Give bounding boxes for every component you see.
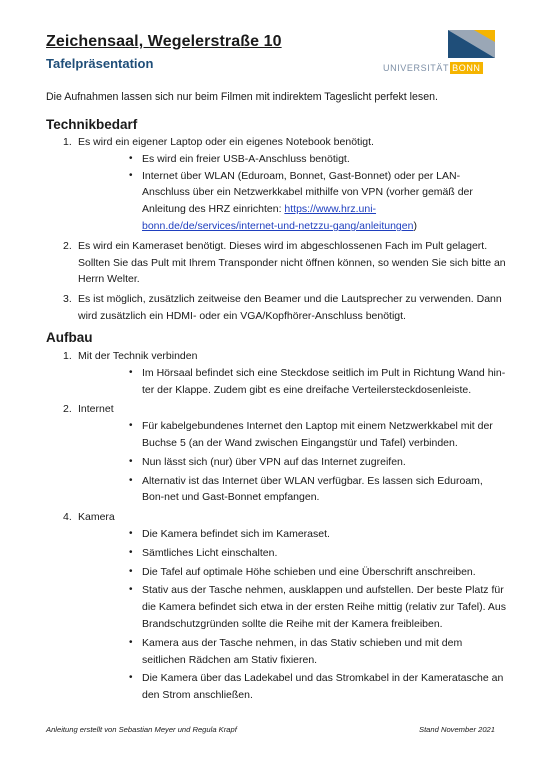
intro-text: Die Aufnahmen lassen sich nur beim Filmen mit indirektem Tageslicht perfekt lesen.: [46, 91, 438, 103]
bullet-icon: •: [129, 152, 133, 164]
sub-list-item: • Nun lässt sich (nur) über VPN auf das Internet zugreifen.: [78, 454, 506, 471]
footer-date: Stand November 2021: [419, 725, 495, 734]
sub-list-item: • Die Kamera befindet sich im Kameraset.: [78, 526, 506, 543]
item-number: 1.: [63, 136, 72, 148]
logo-text-bonn: BONN: [452, 63, 481, 73]
heading-aufbau: Aufbau: [46, 330, 93, 345]
page-subtitle: Tafelpräsentation: [46, 56, 154, 71]
list-item: [46, 401, 506, 506]
sub-list-item: • Die Tafel auf optimale Höhe schieben und eine Überschrift anschreiben.: [78, 564, 506, 581]
item-text: Internet: [78, 403, 114, 416]
bullet-icon: •: [129, 636, 133, 648]
logo-text-main: UNIVERSITÄT: [383, 63, 450, 73]
list-item: [46, 238, 506, 288]
sub-list-item: • Die Kamera über das Ladekabel und das Stromkabel in der Kameratasche an den Strom anschließen.: [129, 672, 504, 702]
list-item: [46, 134, 506, 235]
heading-technikbedarf: Technikbedarf: [46, 117, 138, 132]
bullet-icon: •: [129, 420, 133, 432]
sub-list-item: • Es wird ein freier USB-A-Anschluss benötigt.: [78, 151, 506, 168]
bullet-icon: •: [129, 672, 133, 684]
item-number: 3.: [63, 293, 72, 306]
bullet-icon: •: [129, 474, 133, 486]
logo-text: [383, 62, 483, 74]
sub-list-item: • Alternativ ist das Internet über WLAN verfügbar. Es lassen sich Eduroam, Bon-net und Gast-Bonnet empfangen.: [129, 474, 483, 504]
sub-list-item: • Stativ aus der Tasche nehmen, ausklappen und aufstellen. Der beste Platz für die Kamera befindet sich etwa in der ersten Reihe mittig (relativ zur Tafel). Aus Brandschutzgründen sollte die Reihe mit der Kamera freibleiben.: [129, 584, 506, 630]
page-title: Zeichensaal, Wegelerstraße 10: [46, 33, 282, 50]
item-number: 4.: [63, 511, 72, 524]
item-text: Kamera: [78, 511, 115, 524]
sub-list: [78, 365, 506, 399]
bullet-icon: •: [129, 565, 133, 577]
bullet-icon: •: [129, 455, 133, 467]
list-item: [46, 509, 506, 704]
list-item: [46, 291, 506, 325]
aufbau-list: [46, 348, 506, 707]
bullet-icon: •: [129, 546, 133, 558]
sub-list-item: • Sämtliches Licht einschalten.: [78, 545, 506, 562]
sub-list-item: • Internet über WLAN (Eduroam, Bonnet, Gast-Bonnet) oder per LAN-Anschluss über ein Netzwerkkabel mithilfe von VPN (vorher gemäß der Anleitung des HRZ einrichten: https://www.hrz.uni-bonn.de/de/services/internet-und-netzzu-gang/anleitungen): [129, 169, 473, 232]
item-number: 1.: [63, 350, 72, 362]
sub-list: [78, 418, 506, 506]
list-item: [46, 348, 506, 398]
sub-list: [78, 526, 506, 704]
sub-list-item: • Für kabelgebundenes Internet den Laptop mit einem Netzwerkkabel mit der Buchse 5 (an der Wand zwischen Eingangstür und Tafel) verbinden.: [129, 420, 493, 449]
item-number: 2.: [63, 239, 72, 252]
bullet-icon: •: [129, 366, 133, 378]
sub-list-item: • Im Hörsaal befindet sich eine Steckdose seitlich im Pult in Richtung Wand hin-ter der Klappe. Zudem gibt es eine dreifache Verteilersteckdosenleiste.: [129, 366, 506, 396]
item-text: Es wird ein eigener Laptop oder ein eigenes Notebook benötigt.: [78, 136, 374, 148]
bullet-icon: •: [129, 584, 133, 596]
bullet-icon: •: [129, 169, 133, 181]
bullet-icon: •: [129, 527, 133, 539]
sub-list: [78, 151, 506, 235]
footer-author: Anleitung erstellt von Sebastian Meyer und Regula Krapf: [46, 725, 237, 734]
sub-list-item: • Kamera aus der Tasche nehmen, in das Stativ schieben und mit dem seitlichen Rädchen am Stativ fixieren.: [129, 636, 463, 666]
item-text: Mit der Technik verbinden: [78, 350, 198, 362]
item-number: 2.: [63, 403, 72, 416]
hrz-link[interactable]: https://www.hrz.uni-bonn.de/de/services/internet-und-netzzu-gang/anleitungen: [142, 203, 414, 232]
technik-list: [46, 134, 506, 328]
item-text: Es ist möglich, zusätzlich zeitweise den Beamer und die Lautsprecher zu verwenden. Dann wird zusätzlich ein HDMI- oder ein VGA/Kopfhörer-Anschluss benötigt.: [78, 293, 502, 322]
item-text: Es wird ein Kameraset benötigt. Dieses wird im abgeschlossenen Fach im Pult gelagert. Sollten Sie das Pult mit Ihrem Transponder nicht öffnen können, so wenden Sie sich bitte an Herrn Welter.: [78, 239, 506, 286]
